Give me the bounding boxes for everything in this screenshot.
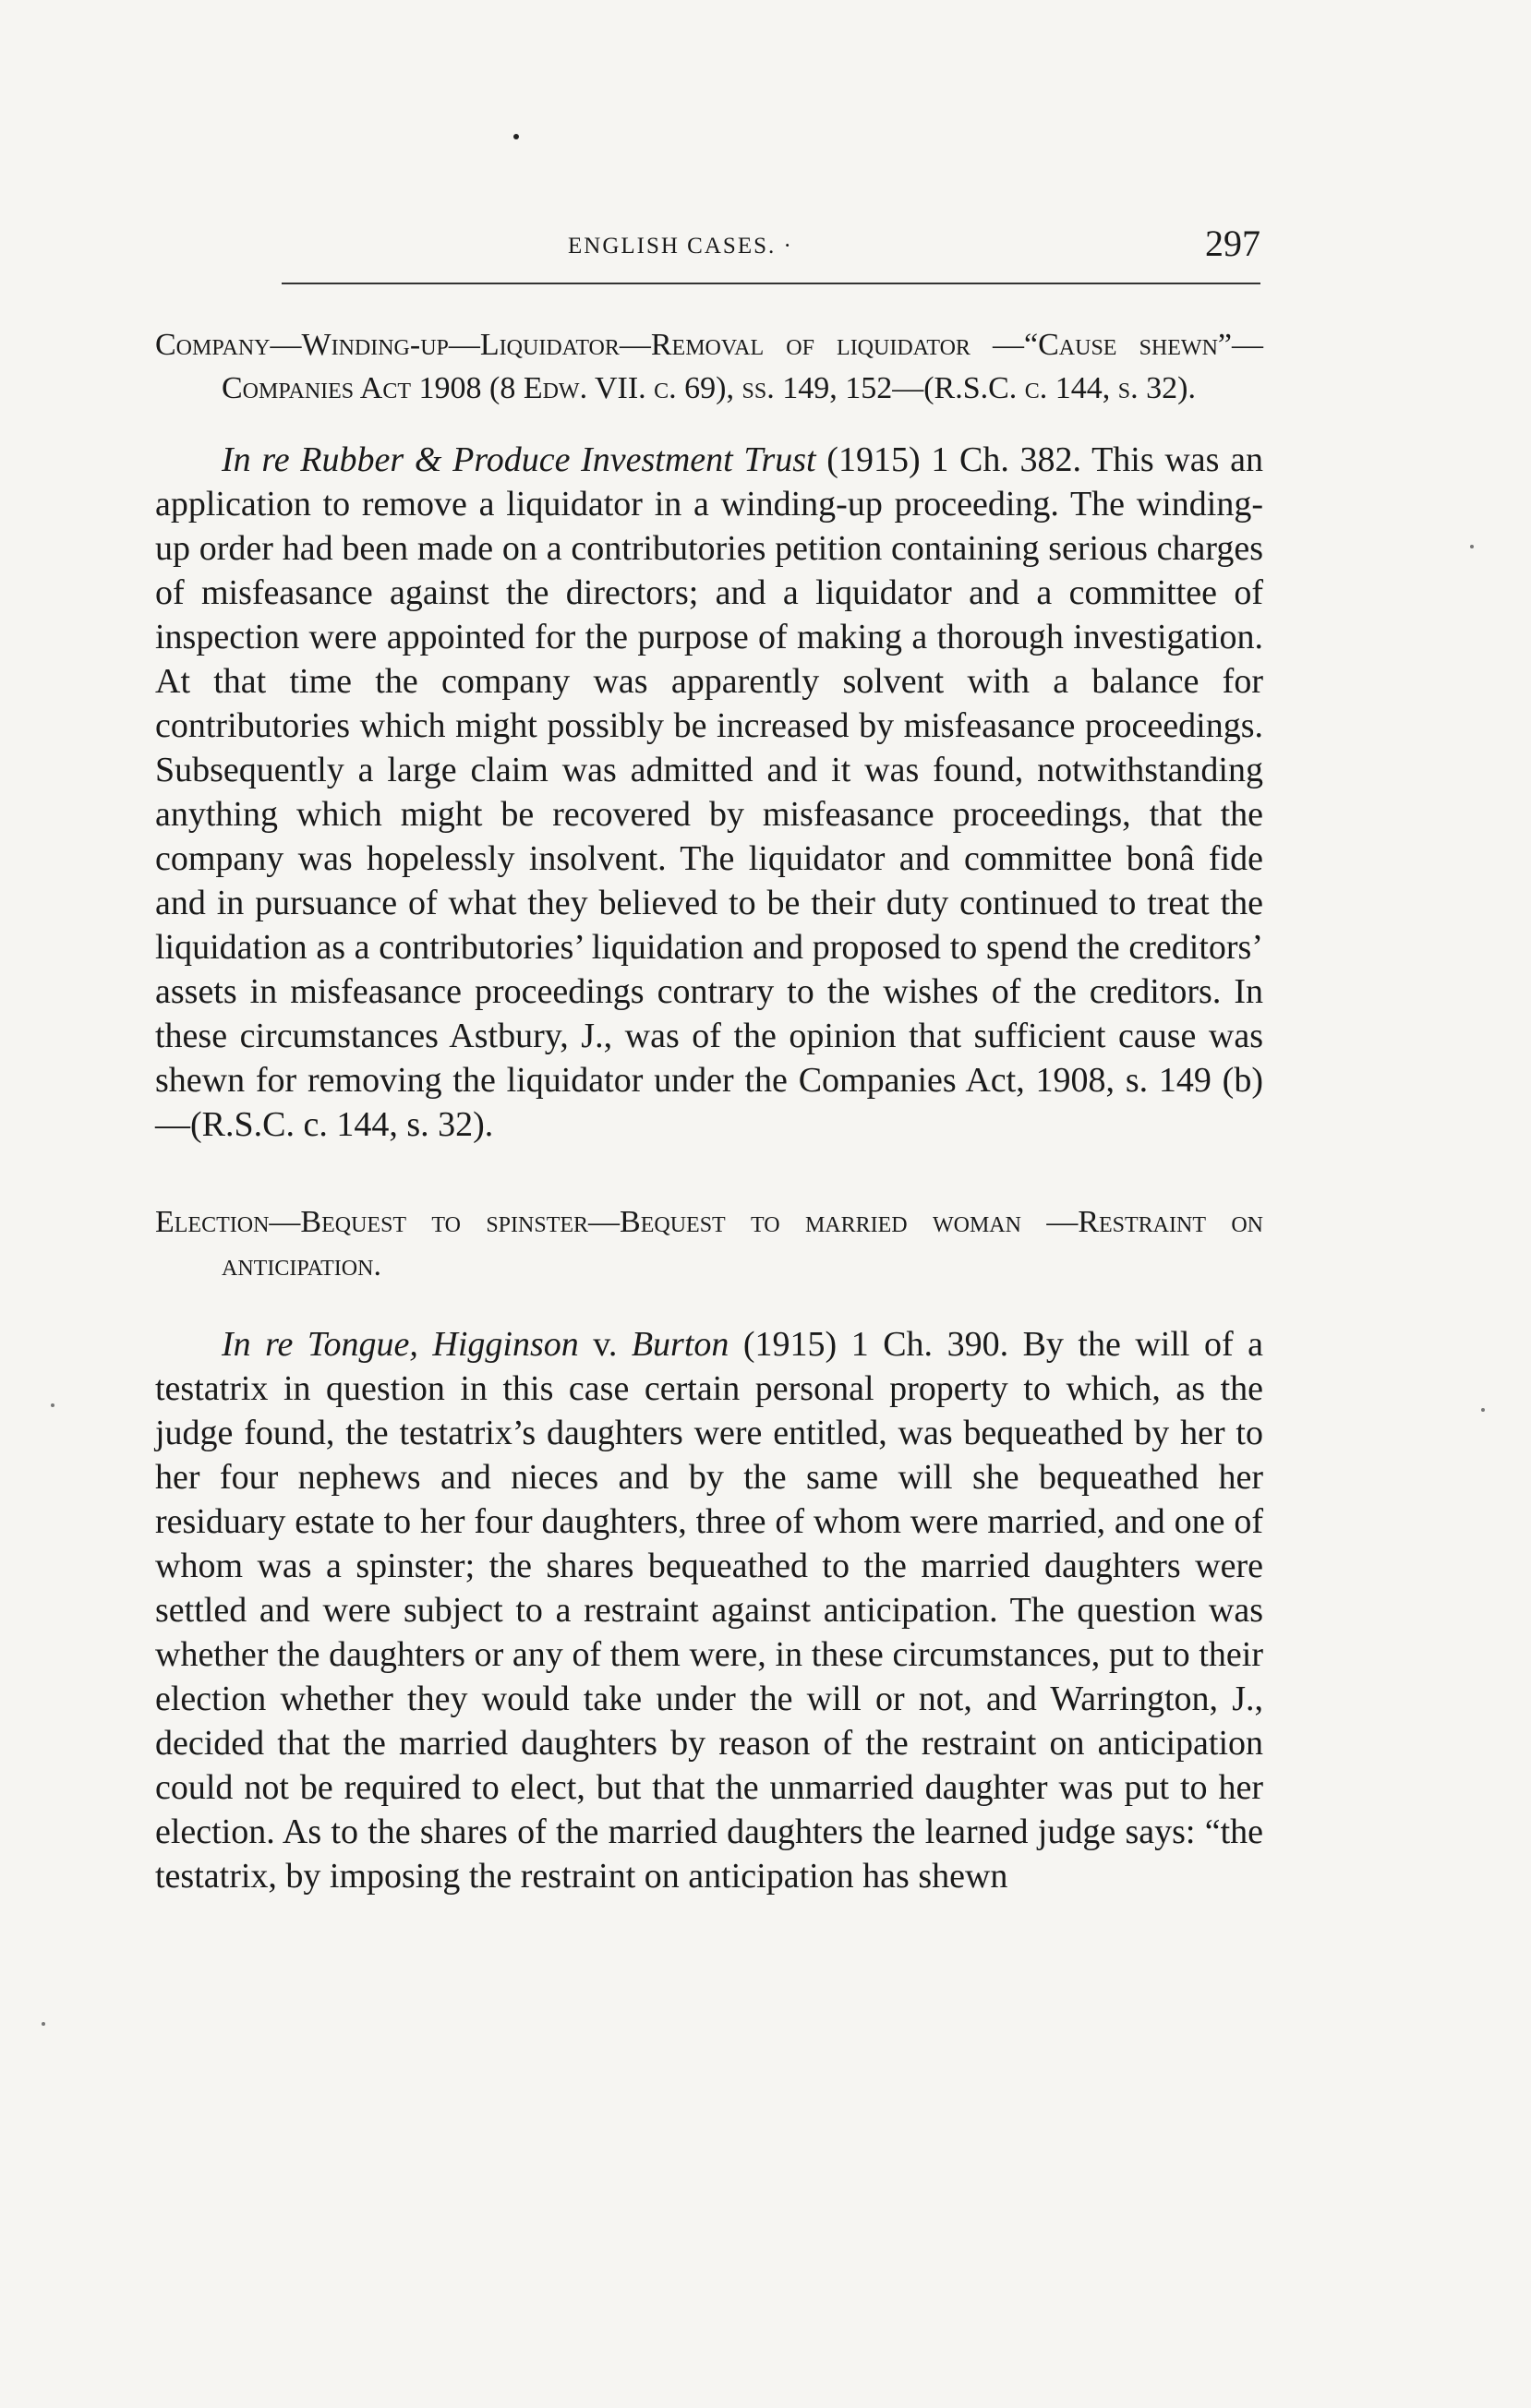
scan-speck [1481, 1408, 1485, 1412]
running-title: ENGLISH CASES. · [568, 234, 793, 259]
ink-dot [513, 134, 519, 139]
case-heading-2: Election—Bequest to spinster—Bequest to married woman —Restraint on anticipation. [155, 1205, 1263, 1282]
case-body-1: This was an application to remove a liquidator in a winding-up proceeding. The winding-up order had been made on a contributories petition containing serious charges of misfeasance against the directors; and a liquidator and a committee of inspection were appointed for the purpose of making a thorough investigation. At that time the company was apparently solvent with a balance for contributories which might possibly be increased by misfeasance proceedings. Subsequently a large claim was admitted and it was found, notwithstanding anything which might be recovered by misfeasance proceedings, that the company was hopelessly insolvent. The liquidator and committee bonâ fide and in pursuance of what they believed to be their duty continued to treat the liquidation as a contributories’ liquidation and proposed to spend the creditors’ assets in misfeasance proceedings contrary to the wishes of the creditors. In these circumstances Astbury, J., was of the opinion that sufficient cause was shewn for removing the liquidator under the Companies Act, 1908, s. 149 (b)—(R.S.C. c. 144, s. 32). [155, 440, 1263, 1144]
scan-speck [1470, 545, 1474, 548]
page-header [282, 222, 1260, 268]
case-paragraph-1 [155, 438, 1263, 1147]
header-rule [282, 283, 1260, 284]
case-name-2b: Burton [631, 1325, 729, 1364]
scan-speck [42, 2022, 45, 2026]
case-name-1: In re Rubber & Produce Investment Trust [222, 440, 816, 479]
case-paragraph-2 [155, 1322, 1263, 1898]
scan-speck [51, 1403, 54, 1407]
text-column [155, 323, 1263, 1898]
case-body-2: By the will of a testatrix in question in this case certain personal property to which, as the judge found, the testatrix’s daughters were entitled, was bequeathed by her to her four nephews and nieces and by the same will she bequeathed her residuary estate to her four daughters, three of whom were married, and one of whom was a spinster; the shares bequeathed to the married daughters were settled and were subject to a restraint against anticipation. The question was whether the daughters or any of them were, in these circumstances, put to their election whether they would take under the will or not, and Warrington, J., decided that the married daughters by reason of the restraint on anticipation could not be required to elect, but that the unmarried daughter was put to her election. As to the shares of the married daughters the learned judge says: “the testatrix, by imposing the restraint on anticipation has shewn [155, 1325, 1264, 1896]
versus-label: v. [578, 1325, 632, 1364]
citation-2: (1915) 1 Ch. 390. [729, 1325, 1023, 1364]
case-name-2a: In re Tongue, Higginson [222, 1325, 579, 1364]
case-heading-1: Company—Winding-up—Liquidator—Removal of liquidator —“Cause shewn”—Companies Act 1908 (8 Edw. VII. c. 69), ss. 149, 152—(R.S.C. c. 144, s. 32). [155, 328, 1263, 405]
page-number: 297 [1205, 223, 1260, 264]
citation-1: (1915) 1 Ch. 382. [815, 440, 1092, 479]
